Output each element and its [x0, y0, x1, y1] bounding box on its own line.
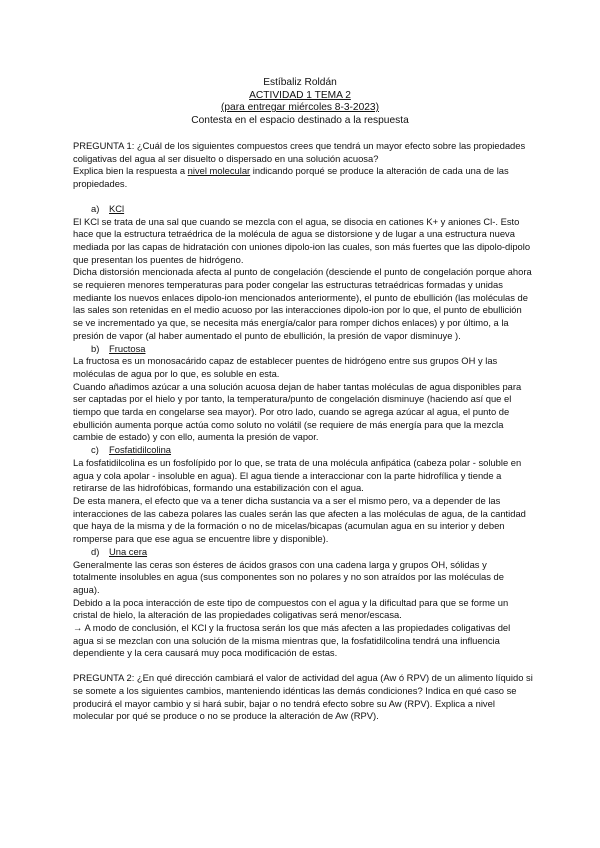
conclusion-paragraph: → A modo de conclusión, el KCl y la fructosa serán los que más afecten a las propiedades coligativas del agua si se mezclan con una solución de la misma mientras que, la fosfatidilcolina tendrá una influencia dependiente y la cera causará muy poca modificación de estas.	[73, 622, 511, 659]
author-name: Estíbaliz Roldán	[263, 77, 337, 88]
explain-text-post: indicando porqué se produce la alteración de cada una de las propiedades.	[73, 165, 509, 190]
instruction-line: Contesta en el espacio destinado a la respuesta	[191, 114, 409, 126]
item-a-paragraph: El KCl se trata de una sal que cuando se mezcla con el agua, se disocia en cationes K+ y aniones Cl-. Esto hace que la estructura tetraédrica de la molécula de agua se distorsione y de lugar a una estructura nueva mediada por las capas de hidratación con uniones dipolo-ion las cuales, son más fuertes que las dipolo-dipolo que presentan los puentes de hidrógeno.	[73, 215, 531, 265]
item-a-heading	[73, 203, 533, 216]
document-body	[73, 140, 533, 723]
question-2: PREGUNTA 2: ¿En qué dirección cambiará el valor de actividad del agua (Aw ó RPV) de un alimento líquido si se somete a los siguientes cambios, manteniendo idénticas las demás condiciones? Indica en qué caso se producirá el mayor cambio y si hará subir, bajar o no tendrá efecto sobre su Aw (RPV). Explica a nivel molecular por qué se produce o no se produce la alteración de Aw (RPV).	[73, 672, 533, 722]
item-title: Una cera	[109, 545, 148, 557]
item-a-paragraph: Dicha distorsión mencionada afecta al punto de congelación (desciende el punto de congelación porque ahora se requieren menores temperaturas para poder congelar las estructuras tetraédricas formadas y unidas mediante los nuevos enlaces dipolo-ion mencionados anteriormente), el punto de ebullición (las moléculas de las sales son retenidas en el medio acuoso por las interacciones dipolo-ion por lo que, el punto de ebullición se ve incrementado ya que, se necesita más energía/calor para romper dichos enlaces) y por último, a la presión de vapor (al haber aumentado el punto de ebullición, la presión de vapor disminuye ).	[73, 266, 532, 341]
item-title: Fructosa	[109, 342, 146, 354]
item-label: d)	[91, 545, 100, 557]
due-date: (para entregar miércoles 8-3-2023)	[221, 102, 379, 114]
question-1-explain	[73, 165, 533, 190]
explain-text-underlined: nivel molecular	[187, 165, 251, 177]
document-header	[0, 77, 600, 127]
item-b-heading	[73, 343, 533, 356]
item-d-paragraph: Generalmente las ceras son ésteres de ácidos grasos con una cadena larga y grupos OH, sólidas y totalmente insolubles en agua (sus componentes son no polares y no son atraídos por las moléculas de agua).	[73, 558, 504, 595]
item-label: c)	[91, 444, 99, 456]
item-c-heading	[73, 444, 533, 457]
item-label: b)	[91, 342, 100, 354]
item-d-paragraph: Debido a la poca interacción de este tipo de compuestos con el agua y la dificultad para que se forme un cristal de hielo, la alteración de las propiedades coligativas será menor/escasa.	[73, 596, 509, 621]
explain-text-pre: Explica bien la respuesta a	[73, 165, 188, 177]
item-b-paragraph: Cuando añadimos azúcar a una solución acuosa dejan de haber tantas moléculas de agua disponibles para ser captadas por el hielo y por tanto, la temperatura/punto de congelación disminuye (haciendo así que el tiempo que tarda en congelarse sea mayor). Por otro lado, cuando se agrega azúcar al agua, el punto de ebullición aumenta porque actúa como soluto no volátil (se requiere de más energía para que la mezcla cambie de estado) y con ello, aumenta la presión de vapor.	[73, 380, 522, 443]
item-label: a)	[91, 202, 100, 214]
item-b-paragraph: La fructosa es un monosacárido capaz de establecer puentes de hidrógeno entre sus grupos OH y las moléculas de agua por lo que, es soluble en esta.	[73, 355, 498, 379]
question-1: PREGUNTA 1: ¿Cuál de los siguientes compuestos crees que tendrá un mayor efecto sobre las propiedades coligativas del agua al ser disuelto o dispersado en una solución acuosa?	[73, 140, 526, 164]
item-title: KCl	[109, 202, 125, 214]
item-c-paragraph: La fosfatidilcolina es un fosfolípido por lo que, se trata de una molécula anfipática (cabeza polar - soluble en agua y cola apolar - insoluble en agua). El agua tiende a interaccionar con la parte hidrofílica y tiende a retirarse de las hidrofóbicas, formando una estabilización con el agua.	[73, 456, 522, 494]
item-title: Fosfatidilcolina	[109, 444, 172, 456]
item-c-paragraph: De esta manera, el efecto que va a tener dicha sustancia va a ser el mismo pero, va a depender de las interacciones de las cabeza polares las cuales serán las que afecten a las moléculas de agua, de la cantidad que haya de la misma y de la formación o no de micelas/bicapas (acumulan agua en su interior y deben romperse para que ese agua se encuentre libre y disponible).	[73, 494, 526, 545]
activity-title: ACTIVIDAD 1 TEMA 2	[249, 89, 351, 101]
item-d-heading	[73, 546, 533, 559]
